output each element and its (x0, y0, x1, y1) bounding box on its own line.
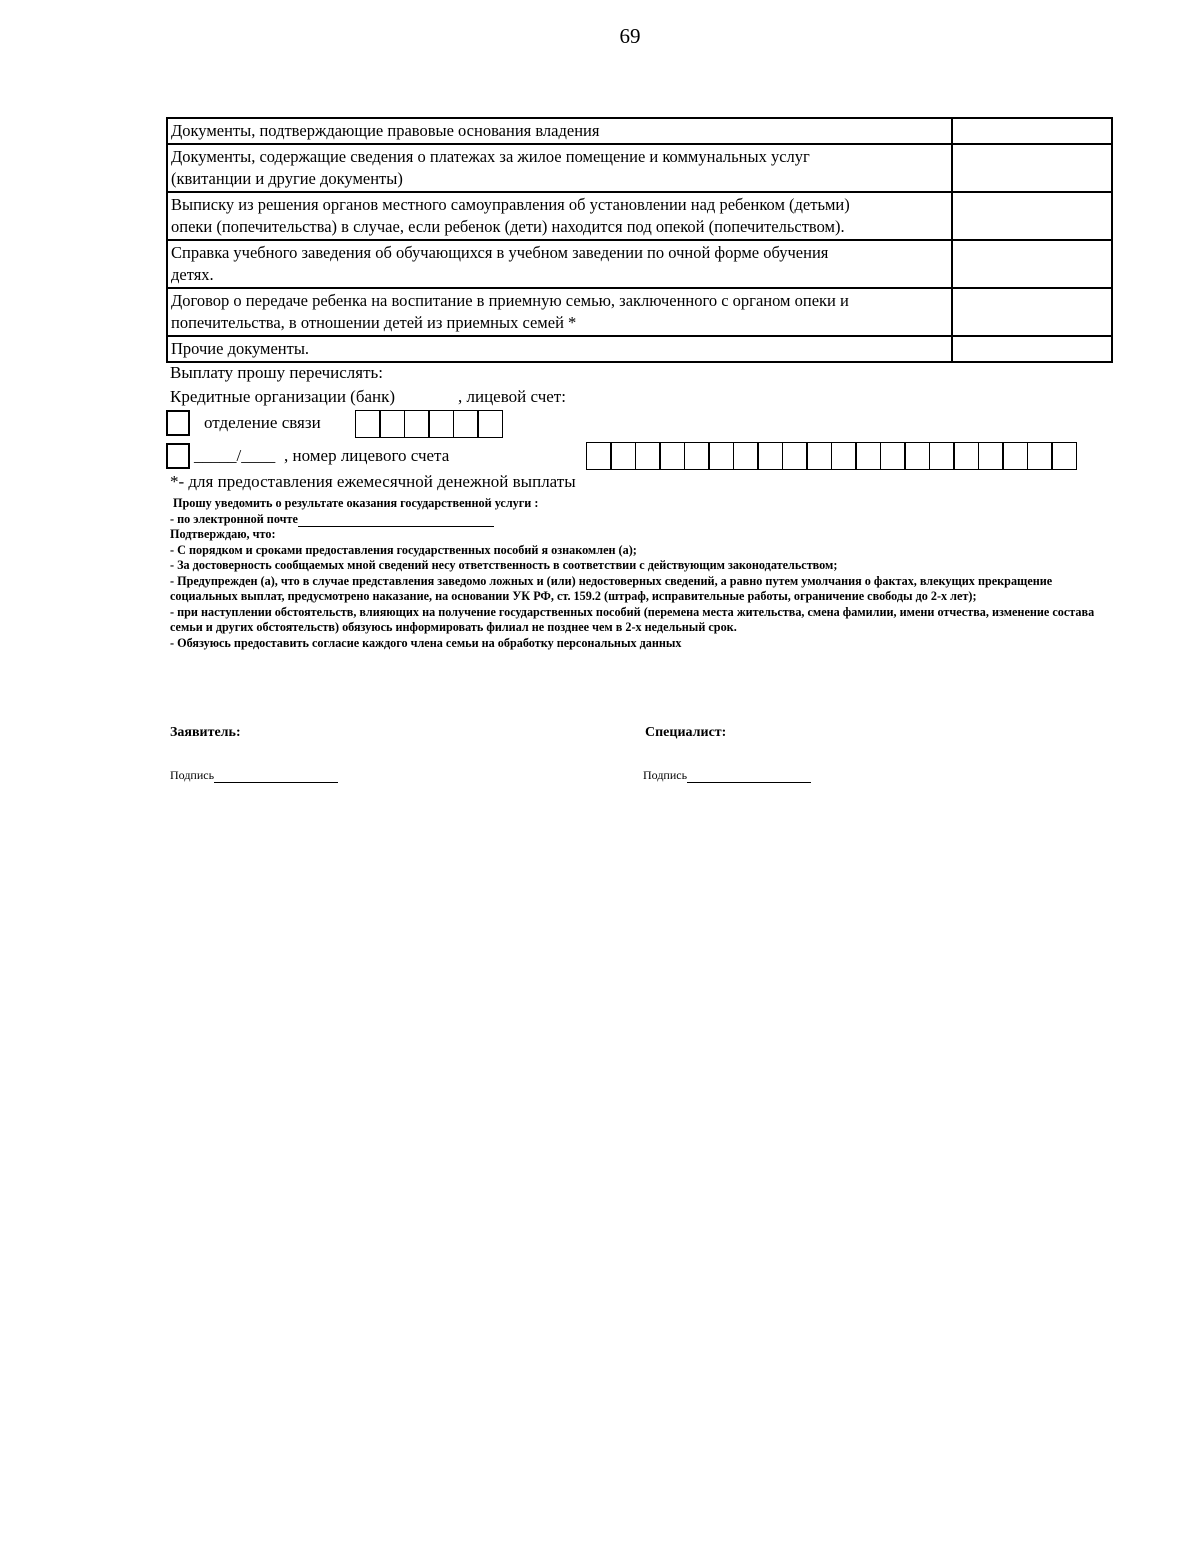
digit-cell[interactable] (1027, 442, 1053, 470)
page-number: 69 (619, 24, 641, 48)
account-label: , лицевой счет: (458, 387, 566, 406)
digit-cell[interactable] (428, 410, 454, 438)
digit-cell[interactable] (855, 442, 881, 470)
document-mark-cell[interactable] (952, 336, 1112, 362)
bank-label: Кредитные организации (банк) (170, 387, 396, 406)
digit-cell[interactable] (659, 442, 685, 470)
confirm-item: - С порядком и сроками предоставления государственных пособий я ознакомлен (а); (170, 542, 637, 557)
applicant-signature-field[interactable] (214, 782, 338, 783)
document-text-line: Документы, подтверждающие правовые основания владения (171, 121, 600, 140)
footnote: *- для предоставления ежемесячной денежной выплаты (170, 472, 576, 491)
confirm-title: Подтверждаю, что: (170, 527, 276, 541)
document-row (167, 144, 1112, 192)
specialist-signature-line (643, 768, 811, 783)
document-mark-cell[interactable] (952, 144, 1112, 192)
post-office-code-cells[interactable] (356, 410, 503, 438)
post-office-checkbox[interactable] (166, 410, 190, 436)
email-field[interactable] (298, 526, 494, 527)
digit-cell[interactable] (978, 442, 1004, 470)
notify-title: Прошу уведомить о результате оказания государственной услуги : (173, 496, 539, 510)
digit-cell[interactable] (355, 410, 381, 438)
document-row (167, 192, 1112, 240)
digit-cell[interactable] (929, 442, 955, 470)
account-checkbox[interactable] (166, 443, 190, 469)
digit-cell[interactable] (586, 442, 612, 470)
digit-cell[interactable] (1002, 442, 1028, 470)
confirm-item: - Обязуюсь предоставить согласие каждого члена семьи на обработку персональных данных (170, 635, 682, 650)
document-row (167, 288, 1112, 336)
digit-cell[interactable] (708, 442, 734, 470)
digit-cell[interactable] (635, 442, 661, 470)
specialist-label: Специалист: (645, 725, 727, 740)
document-text-line: Выписку из решения органов местного самоуправления об установлении над ребенком (детьми) (171, 195, 850, 214)
digit-cell[interactable] (953, 442, 979, 470)
documents-table (166, 117, 1113, 363)
document-text-line: Справка учебного заведения об обучающихся в учебном заведении по очной форме обучения (171, 243, 829, 262)
digit-cell[interactable] (379, 410, 405, 438)
payment-title: Выплату прошу перечислять: (170, 363, 384, 382)
account-number-label: , номер лицевого счета (284, 446, 450, 465)
document-name (167, 118, 952, 144)
document-mark-cell[interactable] (952, 288, 1112, 336)
digit-cell[interactable] (453, 410, 479, 438)
document-name (167, 192, 952, 240)
digit-cell[interactable] (904, 442, 930, 470)
document-mark-cell[interactable] (952, 240, 1112, 288)
document-row (167, 118, 1112, 144)
confirm-items (170, 543, 1115, 652)
digit-cell[interactable] (880, 442, 906, 470)
document-name (167, 336, 952, 362)
digit-cell[interactable] (806, 442, 832, 470)
digit-cell[interactable] (404, 410, 430, 438)
post-office-label: отделение связи (204, 413, 321, 432)
specialist-signature-label: Подпись (643, 768, 688, 782)
applicant-signature-line (170, 768, 338, 783)
document-text-line: Документы, содержащие сведения о платежах за жилое помещение и коммунальных услуг (171, 147, 810, 166)
document-mark-cell[interactable] (952, 118, 1112, 144)
document-name (167, 288, 952, 336)
document-text-line: детях. (171, 265, 214, 284)
confirm-item: - Предупрежден (а), что в случае представления заведомо ложных и (или) недостоверных сведений, а равно путем умолчания о фактах, влекущих прекращение социальных выплат, предусмотрено наказание, на основании УК РФ, ст. 159.2 (штраф, исправительные работы, ограничение свободы до 2-х лет); (170, 573, 1053, 603)
account-number-cells[interactable] (587, 442, 1077, 470)
email-line (170, 512, 1115, 528)
email-label: - по электронной почте (170, 511, 298, 526)
digit-cell[interactable] (610, 442, 636, 470)
digit-cell[interactable] (831, 442, 857, 470)
document-text-line: Прочие документы. (171, 339, 310, 358)
document-mark-cell[interactable] (952, 192, 1112, 240)
document-text-line: опеки (попечительства) в случае, если ребенок (дети) находится под опекой (попечительством). (171, 217, 845, 236)
digit-cell[interactable] (782, 442, 808, 470)
document-text-line: (квитанции и другие документы) (171, 169, 403, 188)
digit-cell[interactable] (477, 410, 503, 438)
digit-cell[interactable] (733, 442, 759, 470)
notice-block (170, 496, 1115, 651)
document-row (167, 336, 1112, 362)
confirm-item: - За достоверность сообщаемых мной сведений несу ответственность в соответствии с действующим законодательством; (170, 558, 838, 572)
document-row (167, 240, 1112, 288)
document-name (167, 240, 952, 288)
document-text-line: попечительства, в отношении детей из приемных семей * (171, 313, 577, 332)
applicant-label: Заявитель: (170, 725, 241, 740)
document-text-line: Договор о передаче ребенка на воспитание в приемную семью, заключенного с органом опеки и (171, 291, 849, 310)
applicant-signature-label: Подпись (170, 768, 215, 782)
account-number-prefix[interactable]: _____/____ (194, 446, 276, 465)
digit-cell[interactable] (1051, 442, 1077, 470)
digit-cell[interactable] (684, 442, 710, 470)
confirm-item: - при наступлении обстоятельств, влияющих на получение государственных пособий (перемена места жительства, смена фамилии, имени отчества, изменение состава семьи и других обстоятельств) обязуюсь информировать филиал не позднее чем в 2-х недельный срок. (170, 604, 1095, 634)
document-name (167, 144, 952, 192)
specialist-signature-field[interactable] (687, 782, 811, 783)
digit-cell[interactable] (757, 442, 783, 470)
